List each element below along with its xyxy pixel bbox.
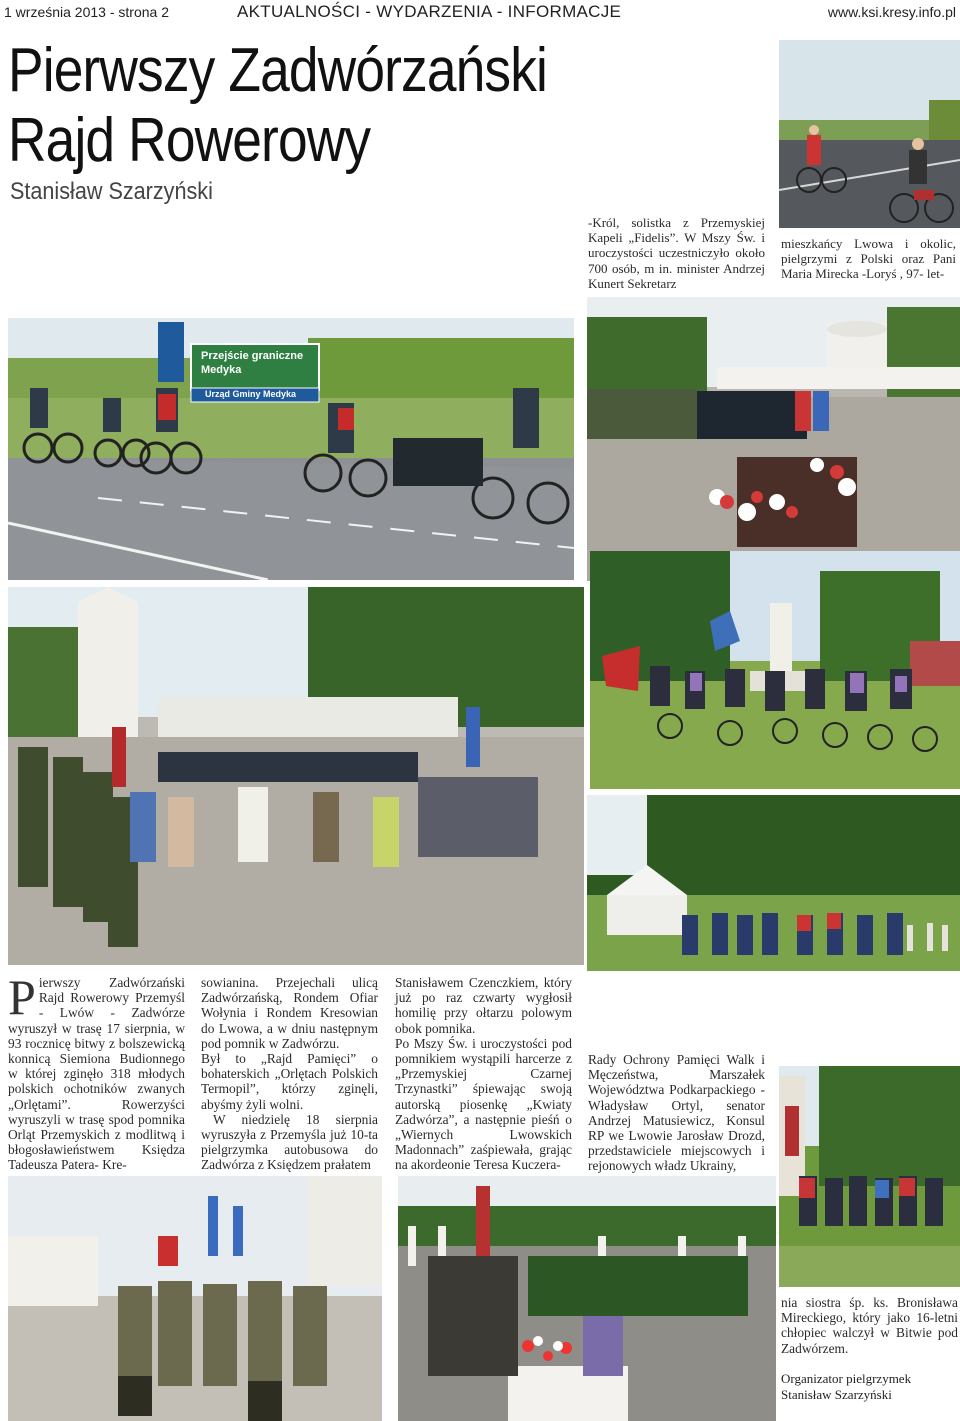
body-column-4: Rady Ochrony Pamięci Walk i Męczeństwa, Marszałek Województwa Podkarpackiego - Władysław Ortyl, senator Andrzej Matusiewicz, Konsul RP we Lwowie Jarosław Drozd, przedstawiciele miejscowych i rejonowych władz Ukrainy, <box>588 1052 765 1174</box>
body-column-1 <box>8 969 185 1173</box>
body-column-3 <box>395 975 572 1173</box>
dropcap-letter: P <box>8 969 36 1025</box>
body-column-5: nia siostra śp. ks. Bronisława Mireckiego, który jako 16-letni chłopiec walczył w Bitwie pod Zadwórzem. <box>781 1295 958 1356</box>
signature-line1: Organizator pielgrzymek <box>781 1371 912 1386</box>
body-column-2-p3: W niedzielę 18 sierpnia wyruszyła z Przemyśla już 10-ta pielgrzymka autobusowa do Zadwórza z Księdzem prałatem <box>201 1111 378 1173</box>
body-column-1-text: ierwszy Zadwórzański Rajd Rowerowy Przemyśl - Lwów - Zadwórze wyruszył w trasę 17 sierpnia, w 93 rocznicę bitwy z bolszewicką konnicą Siemiona Budionnego w której zginęło 318 młodych polskich ochotników zwanych „Orlętami”. Rowerzyści wyruszyli w trasę spod pomnika Orląt Przemyskich z modlitwą i błogosławieństwem Księdza Tadeusza Patera- Kre- <box>8 975 185 1173</box>
article-title-line2: Rajd Rowerowy <box>8 106 371 175</box>
road-sign-line3: Urząd Gminy Medyka <box>205 389 297 399</box>
road-sign-line2: Medyka <box>201 364 242 376</box>
photo-group-tent <box>587 795 960 971</box>
road-sign-line1: Przejście graniczne <box>201 350 304 362</box>
top-text-column-b: mieszkańcy Lwowa i okolic, pielgrzymi z Polski oraz Pani Maria Mirecka -Loryś , 97- let- <box>781 236 956 282</box>
body-column-2-p2: Był to „Rajd Pamięci” o bohaterskich „Orlętach Polskich Termopil”, którzy zginęli, abyśmy żyli wolni. <box>201 1051 378 1112</box>
top-text-column-a: -Król, solistka z Przemyskiej Kapeli „Fidelis”. W Mszy Św. i uroczystości uczestniczyło około 700 osób, m in. minister Andrzej Kunert Sekretarz <box>588 215 765 291</box>
body-column-3-p2: Po Mszy Św. i uroczystości pod pomnikiem wystąpili harcerze z „Przemyskiej Czarnej Trzynastki” śpiewając swoją autorską piosenkę „Kwiaty Zadwórza”, a następnie pieśń o „Wiernych Lwowskich Madonnach” zaśpiewała, grając na akordeonie Teresa Kuczera- <box>395 1035 572 1173</box>
photo-cemetery-flowers <box>398 1176 776 1421</box>
photo-cyclists-flags <box>590 551 960 789</box>
photo-cyclists-road <box>779 40 960 228</box>
header-section: AKTUALNOŚCI - WYDARZENIA - INFORMACJE <box>237 2 622 21</box>
article-title-line1: Pierwszy Zadwórzański <box>8 36 547 105</box>
header-website[interactable]: www.ksi.kresy.info.pl <box>827 4 956 20</box>
photo-historical-soldiers <box>8 1176 382 1421</box>
photo-ceremony-soldiers <box>8 587 584 965</box>
photo-memorial-wreaths <box>587 297 960 581</box>
header-date-page: 1 września 2013 - strona 2 <box>4 4 169 20</box>
body-column-3-p1: Stanisławem Czenczkiem, który już po raz czwarty wygłosił homilię przy ołtarzu polowym obok pomnika. <box>395 975 572 1036</box>
article-author: Stanisław Szarzyński <box>10 178 213 205</box>
body-column-2 <box>201 975 378 1173</box>
photo-cyclists-cross <box>779 1066 960 1287</box>
signature-line2: Stanisław Szarzyński <box>781 1387 892 1402</box>
body-column-2-p1: sowianina. Przejechali ulicą Zadwórzańską, Rondem Ofiar Wołynia i Rondem Kresowian do Lwowa, a w dniu następnym pod pomnik w Zadwórzu. <box>201 975 378 1051</box>
